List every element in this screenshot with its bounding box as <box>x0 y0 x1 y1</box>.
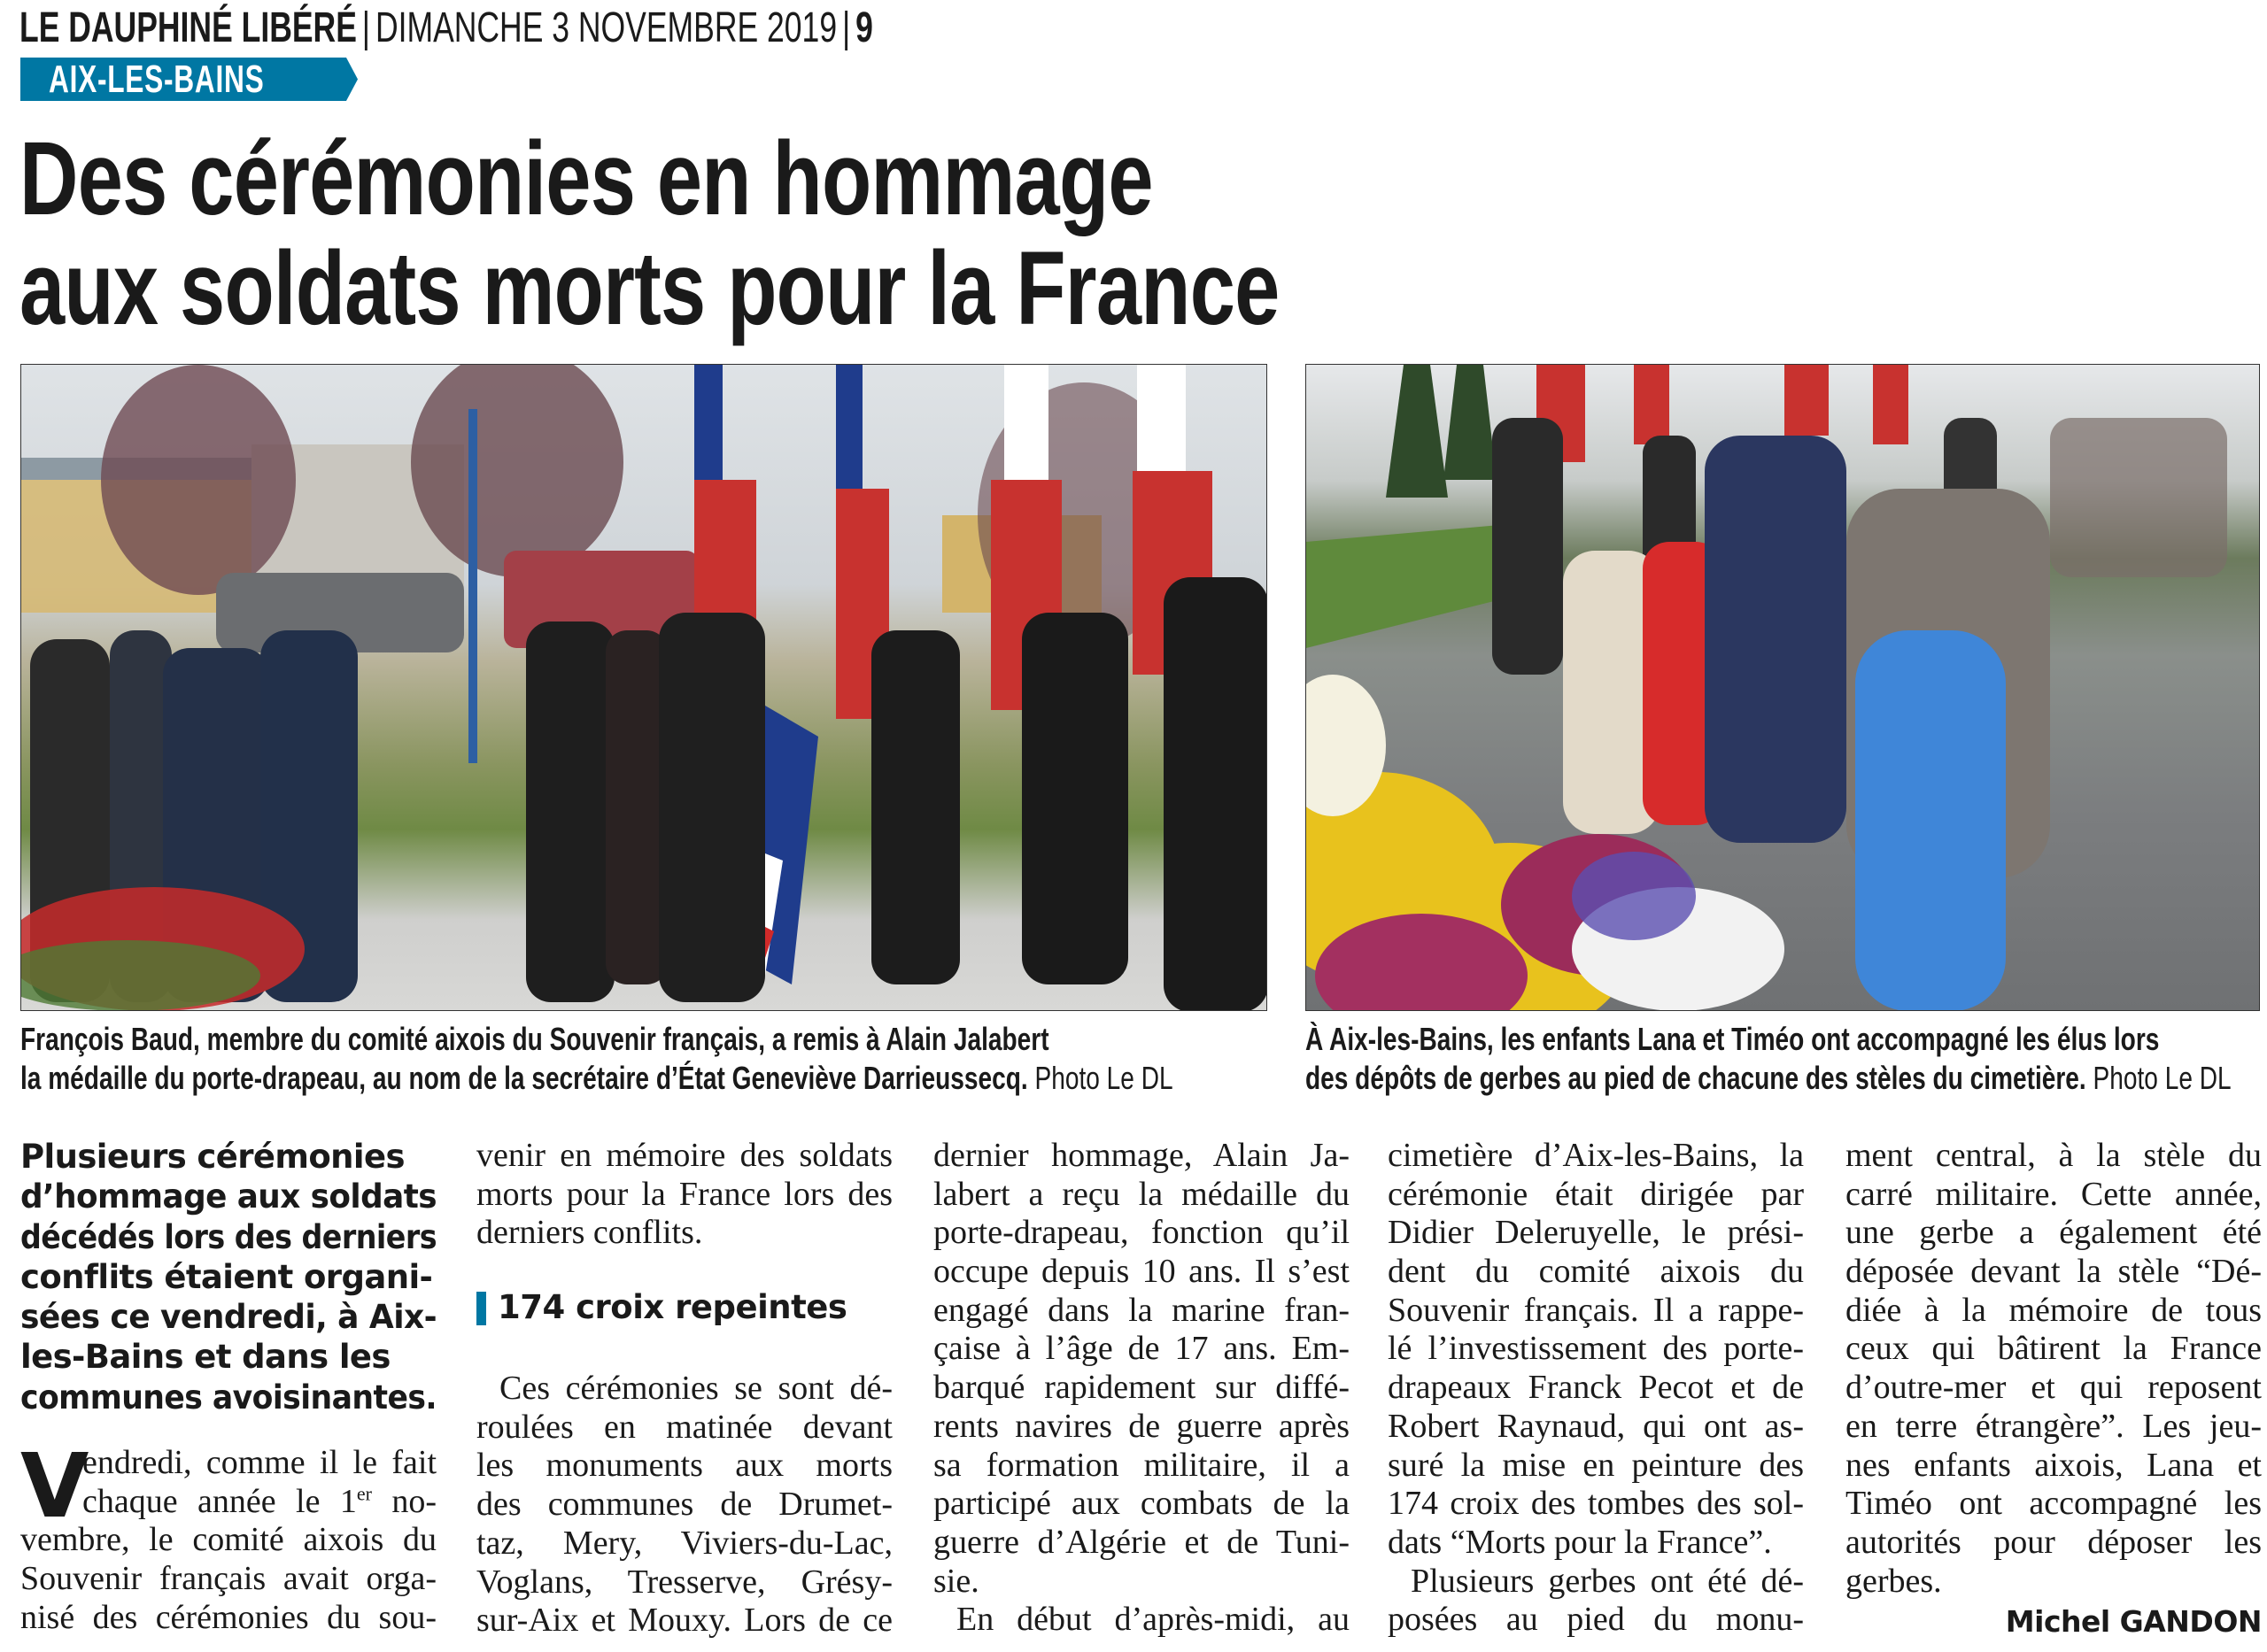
newspaper-name: LE DAUPHINÉ LIBÉRÉ <box>19 4 357 51</box>
section-banner <box>20 58 358 101</box>
headline-line-2: aux soldats morts pour la France <box>19 230 1280 347</box>
body-line: carré militaire. Cette année, <box>1845 1175 2262 1213</box>
photo-caption-1 <box>20 1020 1278 1105</box>
body-line: occupe depuis 10 ans. Il s’est <box>933 1253 1350 1291</box>
article-column-4 <box>1388 1137 1804 1650</box>
body-line: porte-drapeau, fonction qu’il <box>933 1214 1350 1252</box>
body-line: les monuments aux morts <box>476 1447 893 1485</box>
photo-wreath-laying-illustration <box>1306 365 2260 1011</box>
body-line-part: no- <box>371 1482 437 1520</box>
page-number: 9 <box>855 4 873 51</box>
body-line: guerre d’Algérie et de Tuni- <box>933 1523 1350 1561</box>
body-line: participé aux combats de la <box>933 1485 1350 1523</box>
folio-line <box>19 4 873 53</box>
lead-line: communes avoisinantes. <box>20 1378 437 1417</box>
body-line: en terre étrangère”. Les jeu- <box>1845 1407 2262 1445</box>
caption-2-line-1: À Aix-les-Bains, les enfants Lana et Timéo ont accompagné les élus lors <box>1305 1021 2160 1057</box>
publication-date: DIMANCHE 3 NOVEMBRE 2019 <box>375 4 838 51</box>
drop-cap: V <box>20 1434 89 1539</box>
body-line: nisé des cérémonies du sou- <box>20 1598 437 1636</box>
body-line: dats “Morts pour la France”. <box>1388 1523 1772 1561</box>
photo-medal-ceremony <box>20 364 1267 1011</box>
body-line: nes enfants aixois, Lana et <box>1845 1446 2262 1484</box>
photo-medal-ceremony-illustration <box>21 365 1267 1011</box>
body-line: vembre, le comité aixois du <box>20 1521 437 1559</box>
caption-2-line-2: des dépôts de gerbes au pied de chacune des stèles du cimetière. <box>1305 1060 2086 1096</box>
article-column-3 <box>933 1137 1350 1650</box>
body-line: endredi, comme il le fait <box>82 1444 437 1482</box>
caption-1-line-1: François Baud, membre du comité aixois du Souvenir français, a remis à Alain Jalabert <box>20 1021 1049 1057</box>
subheading-accent-bar <box>476 1292 486 1325</box>
body-line: cérémonie était dirigée par <box>1388 1175 1804 1213</box>
subheading <box>476 1283 893 1336</box>
caption-1-text <box>20 1020 1173 1098</box>
body-line: morts pour la France lors des <box>476 1175 893 1213</box>
caption-1-credit: Photo Le DL <box>1034 1060 1173 1096</box>
folio-header <box>19 4 1082 53</box>
body-line: barqué rapidement sur diffé- <box>933 1369 1350 1407</box>
body-line: déposée devant la stèle “Dé- <box>1845 1253 2262 1291</box>
lead-line: décédés lors des derniers <box>20 1217 437 1256</box>
body-line-part: chaque année le 1 <box>82 1482 357 1520</box>
body-line: autorités pour déposer les <box>1845 1523 2262 1561</box>
body-line: ceux qui bâtirent la France <box>1845 1330 2262 1368</box>
body-line: lé l’investissement des porte- <box>1388 1330 1804 1368</box>
article-column-5 <box>1845 1137 2262 1650</box>
body-line: engagé dans la marine fran- <box>933 1291 1350 1329</box>
article-opening <box>20 1434 437 1637</box>
article-column-2 <box>476 1137 893 1650</box>
body-line: Timéo ont accompagné les <box>1845 1485 2262 1523</box>
photo-wreath-laying <box>1305 364 2260 1011</box>
body-line: rents navires de guerre après <box>933 1407 1350 1445</box>
body-line: Robert Raynaud, qui ont as- <box>1388 1407 1804 1445</box>
lead-line: d’hommage aux soldats <box>20 1177 437 1216</box>
body-line: sa formation militaire, il a <box>933 1446 1350 1484</box>
headline <box>19 120 2056 347</box>
body-line: labert a reçu la médaille du <box>933 1175 1350 1213</box>
photo-caption-2 <box>1305 1020 2262 1105</box>
body-line: Didier Deleruyelle, le prési- <box>1388 1214 1804 1252</box>
folio-separator: | <box>361 4 371 51</box>
lead-line: conflits étaient organi- <box>20 1257 433 1296</box>
body-line: gerbes. <box>1845 1562 1942 1600</box>
body-line: dent du comité aixois du <box>1388 1253 1804 1291</box>
headline-line-1: Des cérémonies en hommage <box>19 120 1153 237</box>
body-line: taz, Mery, Viviers-du-Lac, <box>476 1524 893 1562</box>
body-line: sur-Aix et Mouxy. Lors de ce <box>476 1602 893 1640</box>
folio-separator-2: | <box>841 4 851 51</box>
body-line: Plusieurs gerbes ont été dé- <box>1411 1562 1804 1600</box>
ordinal-superscript: er <box>356 1482 372 1505</box>
body-line: des communes de Drumet- <box>476 1486 893 1524</box>
body-line: drapeaux Franck Pecot et de <box>1388 1369 1804 1407</box>
body-line: Ces cérémonies se sont dé- <box>499 1370 893 1408</box>
body-line: derniers conflits. <box>476 1214 703 1252</box>
body-line: 174 croix des tombes des sol- <box>1388 1485 1804 1523</box>
section-label: AIX-LES-BAINS <box>49 58 265 101</box>
body-line: posées au pied du monu- <box>1388 1601 1804 1639</box>
body-line: diée à la mémoire de tous <box>1845 1291 2262 1329</box>
body-line: une gerbe a également été <box>1845 1214 2262 1252</box>
body-line: Souvenir français. Il a rappe- <box>1388 1291 1804 1329</box>
body-line: Souvenir français avait orga- <box>20 1560 437 1598</box>
body-line: En début d’après-midi, au <box>956 1601 1350 1639</box>
article-lead <box>20 1137 437 1417</box>
body-line: cimetière d’Aix-les-Bains, la <box>1388 1137 1804 1174</box>
caption-1-line-2: la médaille du porte-drapeau, au nom de la secrétaire d’État Geneviève Darrieussecq. <box>20 1060 1028 1096</box>
body-line: Voglans, Tresserve, Grésy- <box>476 1563 893 1601</box>
lead-line: Plusieurs cérémonies <box>20 1138 405 1176</box>
subheading-text: 174 croix repeintes <box>498 1288 847 1327</box>
body-line: d’outre-mer et qui reposent <box>1845 1369 2262 1407</box>
body-line: roulées en matinée devant <box>476 1408 893 1446</box>
body-line: sie. <box>933 1562 979 1600</box>
body-line: dernier hommage, Alain Ja- <box>933 1137 1350 1174</box>
body-line: venir en mémoire des soldats <box>476 1137 893 1174</box>
caption-2-credit: Photo Le DL <box>2093 1060 2232 1096</box>
body-line: suré la mise en peinture des <box>1388 1446 1804 1484</box>
lead-line: les-Bains et dans les <box>20 1338 391 1377</box>
caption-2-text <box>1305 1020 2232 1098</box>
article-column-1 <box>20 1137 437 1650</box>
author-signature: Michel GANDON <box>2005 1604 2262 1640</box>
lead-line: sées ce vendredi, à Aix- <box>20 1298 437 1337</box>
body-line: ment central, à la stèle du <box>1845 1137 2262 1174</box>
body-line: çaise à l’âge de 17 ans. Em- <box>933 1330 1350 1368</box>
